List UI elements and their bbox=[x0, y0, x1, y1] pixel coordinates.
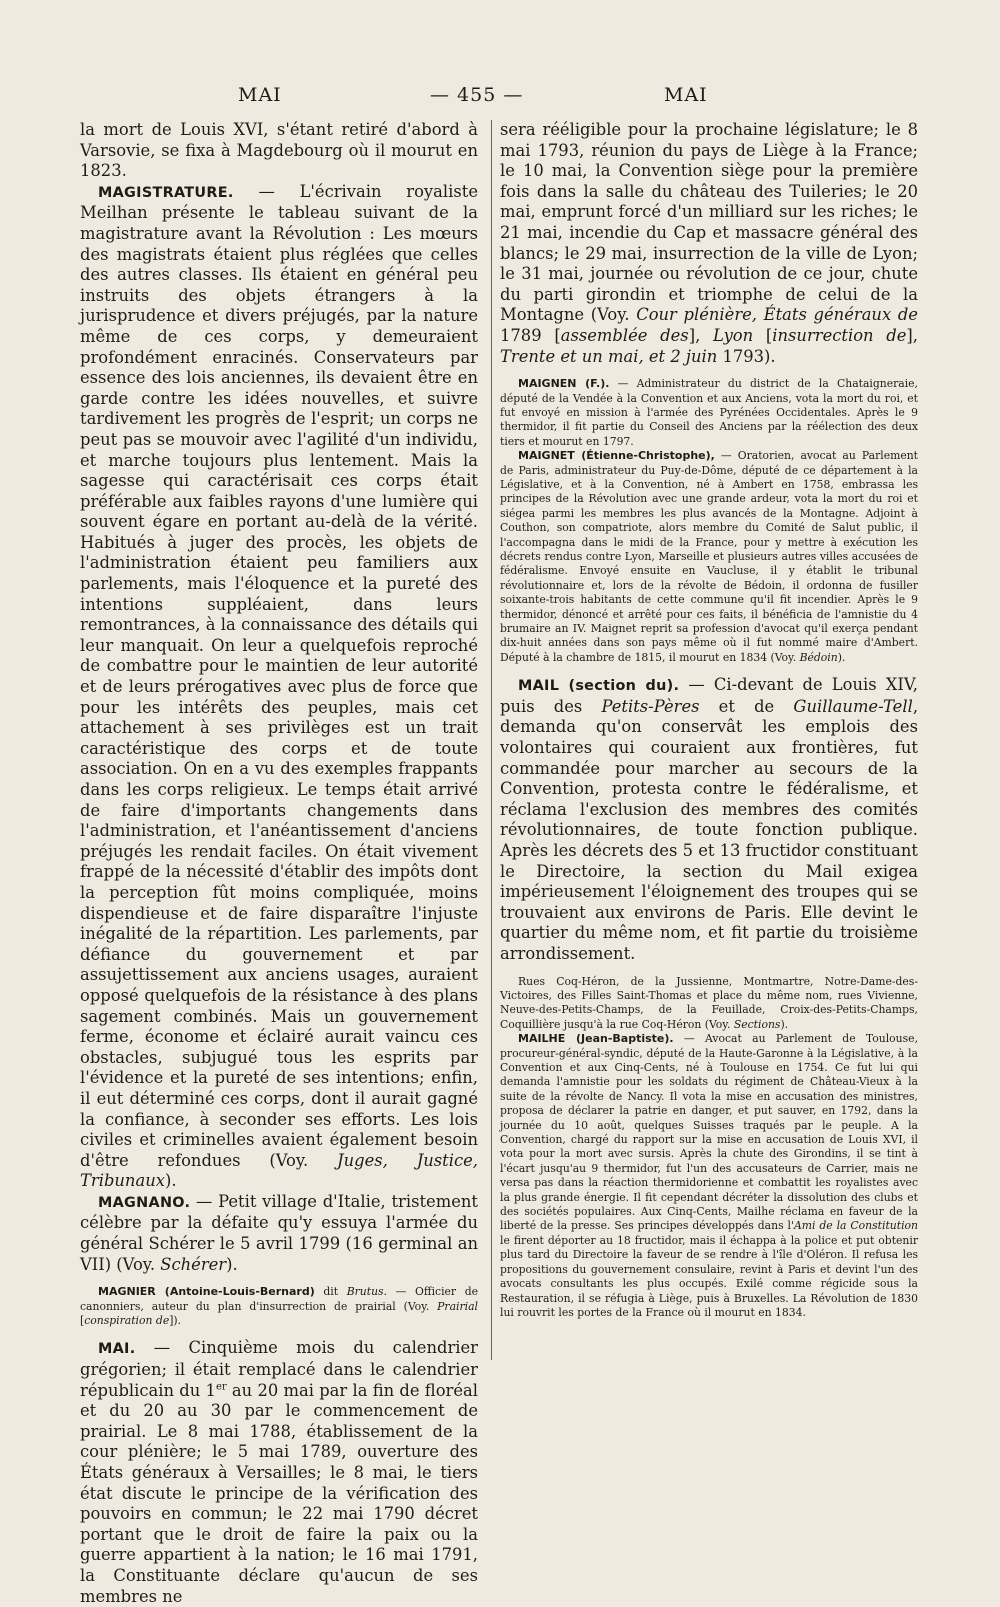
italic-reference: Cour plénière, États généraux de bbox=[636, 305, 918, 325]
italic-reference: Bédoin bbox=[799, 650, 838, 664]
paragraph-l2 bbox=[80, 1192, 478, 1275]
italic-reference: Juges, Justice, Tribunaux bbox=[80, 1150, 478, 1191]
page-number: — 455 — bbox=[430, 84, 524, 106]
italic-reference: Petits-Pères bbox=[601, 696, 700, 716]
entry-headword: MAGNIER (Antoine-Louis-Bernard) bbox=[98, 1285, 315, 1299]
right-column bbox=[500, 120, 918, 1320]
entry-headword: MAIGNET (Étienne-Christophe), bbox=[518, 449, 715, 463]
text-run: 1793). bbox=[717, 346, 776, 366]
text-run: ], bbox=[906, 325, 918, 345]
italic-reference: conspiration de bbox=[84, 1314, 170, 1328]
entry-headword: MAGNANO. bbox=[98, 1194, 191, 1211]
column-divider bbox=[491, 120, 492, 1360]
text-run: ). bbox=[164, 1171, 177, 1191]
italic-reference: insurrection de bbox=[772, 325, 907, 345]
text-run: au 20 mai par la fin de floréal et du 20 au 30 par le commencement de prairial. Le 8 mai 1788, établissement de la cour plénière; le 5 mai 1789, ouverture des États généraux à Versailles; le 8 mai, le tiers état discute le principe de la vérification des pouvoirs en commun; le 22 mai 1790 décret portant que le droit de faire la paix ou la guerre appartient à la nation; le 16 mai 1791, la Constituante déclare qu'aucun de ses membres ne bbox=[80, 1380, 478, 1606]
paragraph-r5 bbox=[500, 1032, 918, 1320]
text-run: [ bbox=[753, 325, 773, 345]
paragraph-r2 bbox=[500, 449, 918, 665]
paragraph-l4 bbox=[80, 1338, 478, 1607]
italic-reference: Schérer bbox=[160, 1254, 227, 1274]
text-run: ). bbox=[780, 1017, 789, 1031]
left-column bbox=[80, 120, 478, 1607]
text-run: dit bbox=[314, 1285, 347, 1299]
text-run: — Administrateur du district de la Chataigneraie, député de la Vendée à la Convention et aux Anciens, vota la mort du roi, et fut envoyé en mission à l'armée des Pyrénées Occidentales. Après le 9 thermidor, il fit partie du Conseil des Anciens par la réélection des deux tiers et mourut en 1797. bbox=[500, 377, 918, 448]
text-run: — Cinquième mois du calendrier grégorien; il était remplacé dans le calendrier républicain du 1 bbox=[80, 1338, 478, 1400]
text-run: — Avocat au Parlement de Toulouse, procureur-général-syndic, député de la Haute-Garonne à la Législative, à la Convention et aux Cinq-Cents, né à Toulouse en 1754. Ce fut lui qui demanda l'amnistie pour les soldats du régiment de Château-Vieux à la suite de la révolte de Nancy. Il vota la mise en accusation des ministres, proposa de déclarer la patrie en danger, et put sauver, en 1792, dans la journée du 10 août, quelques Suisses traqués par le peuple. A la Convention, chargé du rapport sur la mise en accusation de Louis XVI, il vota pour la mort avec sursis. Après la chute des Girondins, il se tint à l'écart jusqu'au 9 thermidor, fut l'un des accusateurs de Carrier, mais ne versa pas dans la réaction thermidorienne et combattit les royalistes avec la plus grande énergie. Il fit cependant décréter la dissolution des clubs et des sociétés populaires. Aux Cinq-Cents, Mailhe réclama en faveur de la liberté de la presse. Ses principes développés dans l' bbox=[500, 1032, 919, 1233]
text-run: [ bbox=[80, 1314, 85, 1328]
italic-reference: Ami de la Constitution bbox=[793, 1219, 918, 1233]
text-run: — L'écrivain royaliste Meilhan présente le tableau suivant de la magistrature avant la Révolution : Les mœurs des magistrats étaient plus réglées que celles des autres classes. Ils étaient en général peu instruits des objets étrangers à la jurisprudence et divers préjugés, par la nature même de ces corps, y demeuraient profondément enracinés. Conservateurs par essence des lois anciennes, ils devaient être en garde contre les idées nouvelles, et suivre tardivement les progrès de l'esprit; un corps ne peut pas se mouvoir avec l'agilité d'un individu, et marche toujours plus lentement. Mais la sagesse qui caractérisait ces corps était préférable aux faibles rayons d'une lumière qui souvent égare en portant au-delà de la vérité. Habitués à juger des procès, les objets de l'administration étaient peu familiers aux parlements, mais l'éloquence et la pureté des intentions suppléaient, dans leurs remontrances, à la connaissance des détails qui leur manquait. On leur a quelquefois reproché de combattre pour le maintien de leur autorité et de leurs prérogatives avec plus de force que pour les intérêts des peuples, mais cet attachement à ses privilèges est un trait caractéristique des corps et de toute association. On en a vu des exemples frappants dans les corps religieux. Le temps était arrivé de faire d'importants changements dans l'administration, et l'anéantissement d'anciens préjugés les rendait faciles. On était vivement frappé de la nécessité d'établir des impôts dont la perception fût moins compliquée, moins dispendieuse et de faire disparaître l'injuste inégalité de la répartition. Les parlements, par défiance du gouvernement et par assujettissement aux anciens usages, auraient opposé quelquefois de la résistance à des plans sagement combinés. Mais un gouvernement ferme, économe et éclairé aurait vaincu ces obstacles, subjugué tous les esprits par l'évidence et la pureté de ses intentions; enfin, il eut déterminé ces corps, dont il aurait gagné la confiance, à seconder ses efforts. Les lois civiles et criminelles avaient également besoin d'être refondues (Voy. bbox=[80, 181, 478, 1170]
paragraph-l0 bbox=[80, 120, 478, 182]
text-run: le firent déporter au 18 fructidor, mais il échappa à la police et put obtenir plus tard du Directoire la faveur de se rendre à l'île d'Oléron. Il refusa les propositions du gouvernement consulaire, revint à Paris et devint l'un des avocats consultants les plus occupés. Exilé comme régicide sous la Restauration, il se réfugia à Liège, puis à Bruxelles. La Révolution de 1830 lui rouvrit les portes de la France où il mourut en 1834. bbox=[500, 1233, 918, 1319]
text-run: — Petit village d'Italie, tristement célèbre par la défaite qu'y essuya l'armée du général Schérer le 5 avril 1799 (16 germinal an VII) (Voy. bbox=[80, 1191, 478, 1274]
text-run: ], bbox=[688, 325, 713, 345]
paragraph-l3 bbox=[80, 1285, 478, 1328]
text-run: et de bbox=[699, 696, 794, 716]
paragraph-r4 bbox=[500, 975, 918, 1033]
text-run: ]). bbox=[169, 1314, 182, 1328]
text-run: — Oratorien, avocat au Parlement de Paris, administrateur du Puy-de-Dôme, député de ce département à la Législative, et à la Convention, né à Ambert en 1758, embrassa les principes de la Révolution avec une grande ardeur, vota la mort du roi et siégea parmi les membres les plus avancés de la Montagne. Adjoint à Couthon, son compatriote, alors membre du Comité de Salut public, il l'accompagna dans le midi de la France, pour y mettre à exécution les décrets rendus contre Lyon, Marseille et plusieurs autres villes accusées de fédéralisme. Envoyé ensuite en Vaucluse, il y établit le tribunal révolutionnaire et, lors de la révolte de Bédoin, il ordonna de fusiller soixante-trois habitants de cette commune qu'il fit incendier. Après le 9 thermidor, dénoncé et arrêté pour ces faits, il bénéficia de l'amnistie du 4 brumaire an IV. Maignet reprit sa profession d'avocat qu'il exerça pendant dix-huit années dans son pays même où il fut nommé maire d'Ambert. Député à la chambre de 1815, il mourut en 1834 (Voy. bbox=[500, 449, 919, 664]
text-run: ). bbox=[837, 650, 846, 664]
italic-reference: Sections bbox=[733, 1017, 781, 1031]
entry-headword: MAIL (section du). bbox=[518, 678, 680, 695]
text-run: la mort de Louis XVI, s'étant retiré d'abord à Varsovie, se fixa à Magdebourg où il mourut en 1823. bbox=[80, 120, 478, 181]
superscript: er bbox=[215, 1381, 227, 1393]
italic-reference: Guillaume-Tell bbox=[793, 696, 913, 716]
paragraph-r3 bbox=[500, 675, 918, 964]
italic-reference: Trente et un mai, et 2 juin bbox=[500, 346, 718, 366]
paragraph-l1 bbox=[80, 182, 478, 1192]
text-run: — Officier de canonniers, auteur du plan d'insurrection de prairial (Voy. bbox=[80, 1285, 478, 1313]
text-run: Rues Coq-Héron, de la Jussienne, Montmartre, Notre-Dame-des-Victoires, des Filles Saint-Thomas et place du même nom, rues Vivienne, Neuve-des-Petits-Champs, de la Feuillade, Croix-des-Petits-Champs, Coquillière jusqu'à la rue Coq-Héron (Voy. bbox=[500, 974, 918, 1031]
entry-headword: MAGISTRATURE. bbox=[98, 184, 234, 201]
italic-reference: Lyon bbox=[713, 325, 754, 345]
italic-reference: Prairial bbox=[437, 1299, 478, 1313]
italic-reference: assemblée des bbox=[560, 325, 689, 345]
entry-headword: MAILHE (Jean-Baptiste). bbox=[518, 1032, 674, 1046]
entry-headword: MAI. bbox=[98, 1341, 136, 1358]
entry-headword: MAIGNEN (F.). bbox=[518, 377, 610, 391]
paragraph-r0 bbox=[500, 120, 918, 367]
running-header bbox=[0, 84, 1000, 114]
text-run: , demanda qu'on conservât les emplois des volontaires qui couraient aux frontières, fut commandée pour marcher au secours de la Convention, protesta contre le fédéralisme, et réclama l'exclusion des membres des comités révolutionnaires, de toute fonction publique. Après les décrets des 5 et 13 fructidor constituant le Directoire, la section du Mail exigea impérieusement l'éloignement des troupes qui se trouvaient aux environs de Paris. Elle devint le quartier du même nom, et fit partie du troisième arrondissement. bbox=[500, 696, 919, 963]
header-right-word: MAI bbox=[664, 84, 708, 106]
text-run: sera rééligible pour la prochaine législature; le 8 mai 1793, réunion du pays de Liège à la France; le 10 mai, la Convention siège pour la première fois dans la salle du château des Tuileries; le 20 mai, emprunt forcé d'un milliard sur les riches; le 21 mai, incendie du Cap et massacre général des blancs; le 29 mai, insurrection de la ville de Lyon; le 31 mai, journée ou révolution de ce jour, chute du parti girondin et triomphe de celui de la Montagne (Voy. bbox=[500, 120, 918, 325]
italic-reference: Brutus. bbox=[346, 1285, 388, 1299]
text-run: 1789 [ bbox=[500, 325, 561, 345]
header-left-word: MAI bbox=[238, 84, 282, 106]
text-run: — Ci-devant de Louis XIV, puis des bbox=[500, 675, 918, 716]
paragraph-r1 bbox=[500, 377, 918, 449]
text-run: ). bbox=[226, 1254, 238, 1274]
